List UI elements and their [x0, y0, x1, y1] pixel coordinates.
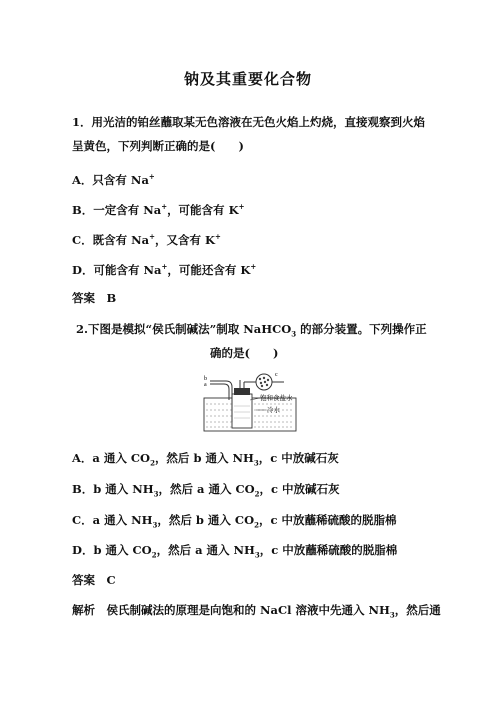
q1-option-c: C．既含有 Na+，又含有 K+ — [72, 232, 221, 247]
q2-answer: 答案 C — [72, 573, 116, 587]
q2-option-a: A．a 通入 $CO_2$，然后 b 通入 $NH_3$，c 中放碱石灰 — [72, 451, 339, 468]
page-title: 钠及其重要化合物 — [183, 70, 312, 88]
q1-option-a: A．只含有 Na+ — [72, 172, 155, 187]
q1-option-d: D．可能含有 Na+，可能还含有 K+ — [72, 262, 257, 277]
q1-option-b: B．一定含有 Na+，可能含有 K+ — [72, 202, 245, 217]
label-c: c — [275, 372, 278, 378]
q1-answer: 答案 B — [72, 291, 117, 305]
question-1-stem: 1．用光洁的铂丝蘸取某无色溶液在无色火焰上灼烧，直接观察到火焰呈黄色，下列判断正确的是( ) — [72, 115, 425, 153]
q2-option-d: D．b 通入 $CO_2$，然后 a 通入 $NH_3$，c 中放蘸稀硫酸的脱脂棉 — [72, 543, 398, 560]
q2-analysis: 解析 侯氏制碱法的原理是向饱和的 NaCl 溶液中先通入 $NH_3$，然后通 — [72, 603, 441, 620]
q2-option-b: B．b 通入 $NH_3$，然后 a 通入 $CO_2$，c 中放碱石灰 — [72, 482, 340, 499]
q2-option-c: C．a 通入 $NH_3$，然后 b 通入 $CO_2$，c 中放蘸稀硫酸的脱脂棉 — [72, 513, 397, 530]
question-2-stem-line2: 确的是( ) — [210, 346, 279, 360]
apparatus-figure — [196, 370, 306, 432]
stopper — [234, 388, 250, 395]
label-brine: 饱和食盐水 — [260, 395, 293, 402]
label-a: a — [204, 382, 207, 388]
label-cold-water: 冷水 — [267, 407, 280, 414]
label-b: b — [204, 376, 207, 382]
reaction-tube — [232, 394, 252, 428]
question-2-stem-line1: 2.下图是模拟“侯氏制碱法”制取 NaHCO$_3$ 的部分装置。下列操作正 — [76, 322, 427, 339]
